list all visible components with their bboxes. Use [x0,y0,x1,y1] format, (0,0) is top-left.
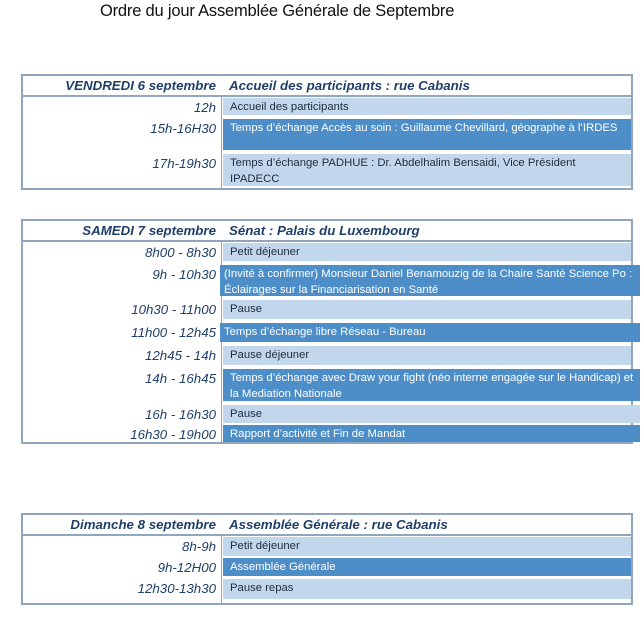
schedule-row [23,265,631,298]
row-description: Temps d’échange PADHUE : Dr. Abdelhalim Bensaidi, Vice Président IPADECC [223,154,631,186]
row-time: 16h - 16h30 [145,407,216,422]
row-time: 9h-12H00 [157,560,216,575]
row-description: Assemblée Générale [223,558,631,576]
day-block-saturday [21,219,633,444]
row-time: 15h-16H30 [150,121,216,136]
row-description: Petit déjeuner [223,537,631,556]
day-block-sunday [21,513,633,605]
schedule-row [23,154,631,188]
row-description: (Invité à confirmer) Monsieur Daniel Benamouzig de la Chaire Santé Science Po : Éclairages sur la Financiarisation en Santé [220,265,640,296]
day-block-friday [21,74,633,190]
row-time: 11h00 - 12h45 [131,325,216,340]
day-label: SAMEDI 7 septembre [82,223,216,238]
schedule-row [23,369,634,403]
schedule-row [23,537,631,558]
page-title: Ordre du jour Assemblée Générale de Septembre [100,2,455,20]
schedule-row [23,119,631,152]
schedule-row [23,98,631,117]
row-description: Temps d’échange avec Draw your fight (néo interne engagée sur le Handicap) et la Mediation Nationale [223,369,640,401]
schedule-row [23,558,631,578]
day-header [23,515,631,536]
schedule-row [23,405,631,425]
row-description: Pause repas [223,579,631,599]
row-time: 8h-9h [181,539,216,554]
day-header [23,221,631,242]
row-description: Pause [223,405,640,423]
row-time: 12h [193,100,216,115]
row-time: 10h30 - 11h00 [131,302,216,317]
row-time: 12h45 - 14h [145,348,216,363]
schedule-row [23,243,631,263]
row-time: 16h30 - 19h00 [130,427,216,442]
day-header [23,76,631,97]
row-description: Rapport d’activité et Fin de Mandat [223,425,640,442]
row-description: Petit déjeuner [223,243,631,261]
row-time: 17h-19h30 [152,156,216,171]
day-label: VENDREDI 6 septembre [65,78,216,93]
row-time: 9h - 10h30 [152,267,216,282]
row-description: Pause déjeuner [223,346,631,365]
schedule-row [23,425,631,444]
day-label: Dimanche 8 septembre [70,517,216,532]
row-time: 12h30-13h30 [137,581,216,596]
schedule-row [23,323,631,344]
row-description: Temps d’échange Accès au soin : Guillaume Chevillard, géographe à l’IRDES [223,119,631,150]
day-venue: Accueil des participants : rue Cabanis [229,78,470,93]
day-venue: Sénat : Palais du Luxembourg [229,223,420,238]
schedule-row [23,579,631,601]
row-time: 8h00 - 8h30 [145,245,216,260]
row-description: Temps d’échange libre Réseau - Bureau [220,323,640,342]
row-description: Pause [223,300,631,319]
schedule-row [23,346,631,367]
schedule-row [23,300,631,321]
row-description: Accueil des participants [223,98,631,115]
day-venue: Assemblée Générale : rue Cabanis [229,517,448,532]
row-time: 14h - 16h45 [145,371,216,386]
